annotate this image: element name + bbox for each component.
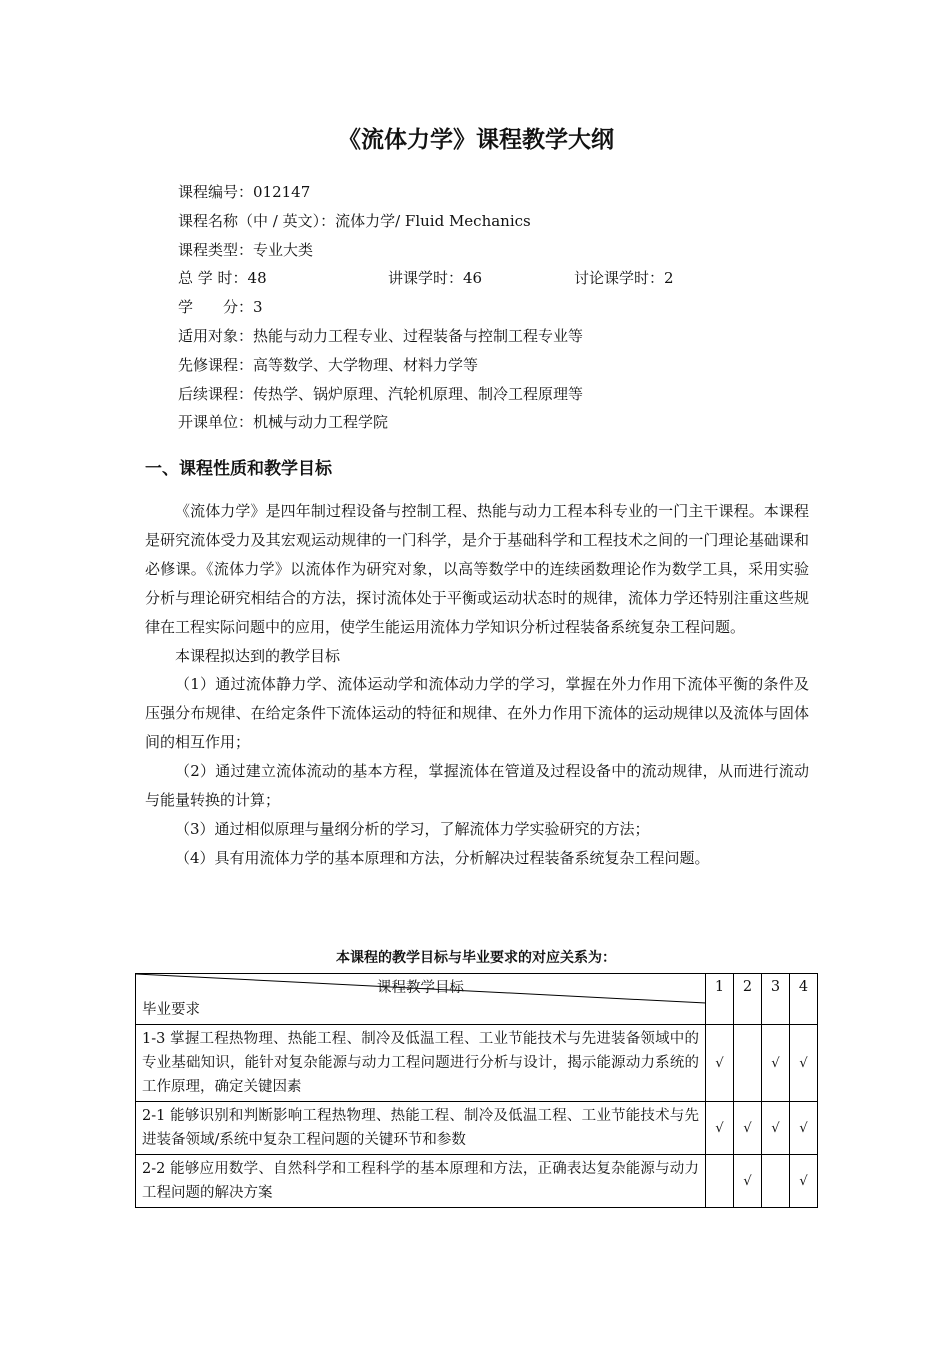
department: 开课单位：机械与动力工程学院	[178, 413, 389, 432]
diagonal-header-cell	[136, 974, 706, 1025]
discussion-hours: 讨论课学时：2	[574, 269, 674, 288]
objective-number: 2	[734, 974, 762, 1025]
section-body	[145, 497, 809, 873]
check-mark	[734, 1025, 762, 1102]
course-code: 课程编号：012147	[178, 183, 311, 201]
check-mark: √	[790, 1025, 818, 1102]
goals-intro: 本课程拟达到的教学目标	[175, 646, 341, 665]
follow-up-courses: 后续课程：传热学、锅炉原理、汽轮机原理、制冷工程原理等	[178, 384, 584, 403]
course-type: 课程类型：专业大类	[178, 240, 314, 259]
requirement-cell: 2-1 能够识别和判断影响工程热物理、热能工程、制冷及低温工程、工业节能技术与先进装备领域/系统中复杂工程问题的关键环节和参数	[136, 1102, 706, 1155]
document-title: 《流体力学》课程教学大纲	[338, 127, 614, 153]
objective-number: 4	[790, 974, 818, 1025]
check-mark	[706, 1155, 734, 1208]
header-objectives-label: 课程教学目标	[377, 980, 464, 996]
goal-item: （4）具有用流体力学的基本原理和方法，分析解决过程装备系统复杂工程问题。	[175, 848, 710, 867]
check-mark: √	[790, 1102, 818, 1155]
table-row	[136, 1102, 818, 1155]
check-mark	[762, 1155, 790, 1208]
check-mark: √	[734, 1155, 762, 1208]
course-meta	[178, 178, 818, 437]
objective-number: 1	[706, 974, 734, 1025]
table-row	[136, 1155, 818, 1208]
credits: 学 分：3	[178, 298, 263, 317]
intro-paragraph: 《流体力学》是四年制过程设备与控制工程、热能与动力工程本科专业的一门主干课程。本课程是研究流体受力及其宏观运动规律的一门科学，是介于基础科学和工程技术之间的一门理论基础课和必修课。《流体力学》以流体作为研究对象，以高等数学中的连续函数理论作为数学工具，采用实验分析与理论研究相结合的方法，探讨流体处于平衡或运动状态时的规律，流体力学还特别注重这些规律在工程实际问题中的应用，使学生能运用流体力学知识分析过程装备系统复杂工程问题。	[145, 502, 809, 636]
section-heading: 一、课程性质和教学目标	[145, 459, 332, 479]
total-hours: 总 学 时：48	[178, 269, 267, 288]
goal-item: （2）通过建立流体流动的基本方程，掌握流体在管道及过程设备中的流动规律，从而进行流动与能量转换的计算；	[145, 762, 809, 810]
table-caption: 本课程的教学目标与毕业要求的对应关系为：	[336, 950, 616, 966]
check-mark: √	[762, 1102, 790, 1155]
hours-line	[178, 264, 818, 293]
table-header-row	[136, 974, 818, 1025]
lecture-hours: 讲课学时：46	[388, 269, 483, 288]
target-audience: 适用对象：热能与动力工程专业、过程装备与控制工程专业等	[178, 326, 584, 345]
goal-item: （1）通过流体静力学、流体运动学和流体动力学的学习，掌握在外力作用下流体平衡的条件及压强分布规律、在给定条件下流体运动的特征和规律、在外力作用下流体的运动规律以及流体与固体间的相互作用；	[145, 675, 809, 752]
header-requirements-label: 毕业要求	[142, 1002, 200, 1018]
requirement-cell: 2-2 能够应用数学、自然科学和工程科学的基本原理和方法，正确表达复杂能源与动力工程问题的解决方案	[136, 1155, 706, 1208]
requirement-cell: 1-3 掌握工程热物理、热能工程、制冷及低温工程、工业节能技术与先进装备领域中的专业基础知识，能针对复杂能源与动力工程问题进行分析与设计，揭示能源动力系统的工作原理，确定关键因素	[136, 1025, 706, 1102]
check-mark: √	[762, 1025, 790, 1102]
objective-number: 3	[762, 974, 790, 1025]
check-mark: √	[790, 1155, 818, 1208]
goal-item: （3）通过相似原理与量纲分析的学习，了解流体力学实验研究的方法；	[175, 819, 650, 838]
objectives-mapping-table	[135, 973, 818, 1208]
prerequisites: 先修课程：高等数学、大学物理、材料力学等	[178, 355, 479, 374]
check-mark: √	[734, 1102, 762, 1155]
check-mark: √	[706, 1025, 734, 1102]
table-row	[136, 1025, 818, 1102]
course-name: 课程名称（中 / 英文）：流体力学/ Fluid Mechanics	[178, 211, 531, 230]
check-mark: √	[706, 1102, 734, 1155]
